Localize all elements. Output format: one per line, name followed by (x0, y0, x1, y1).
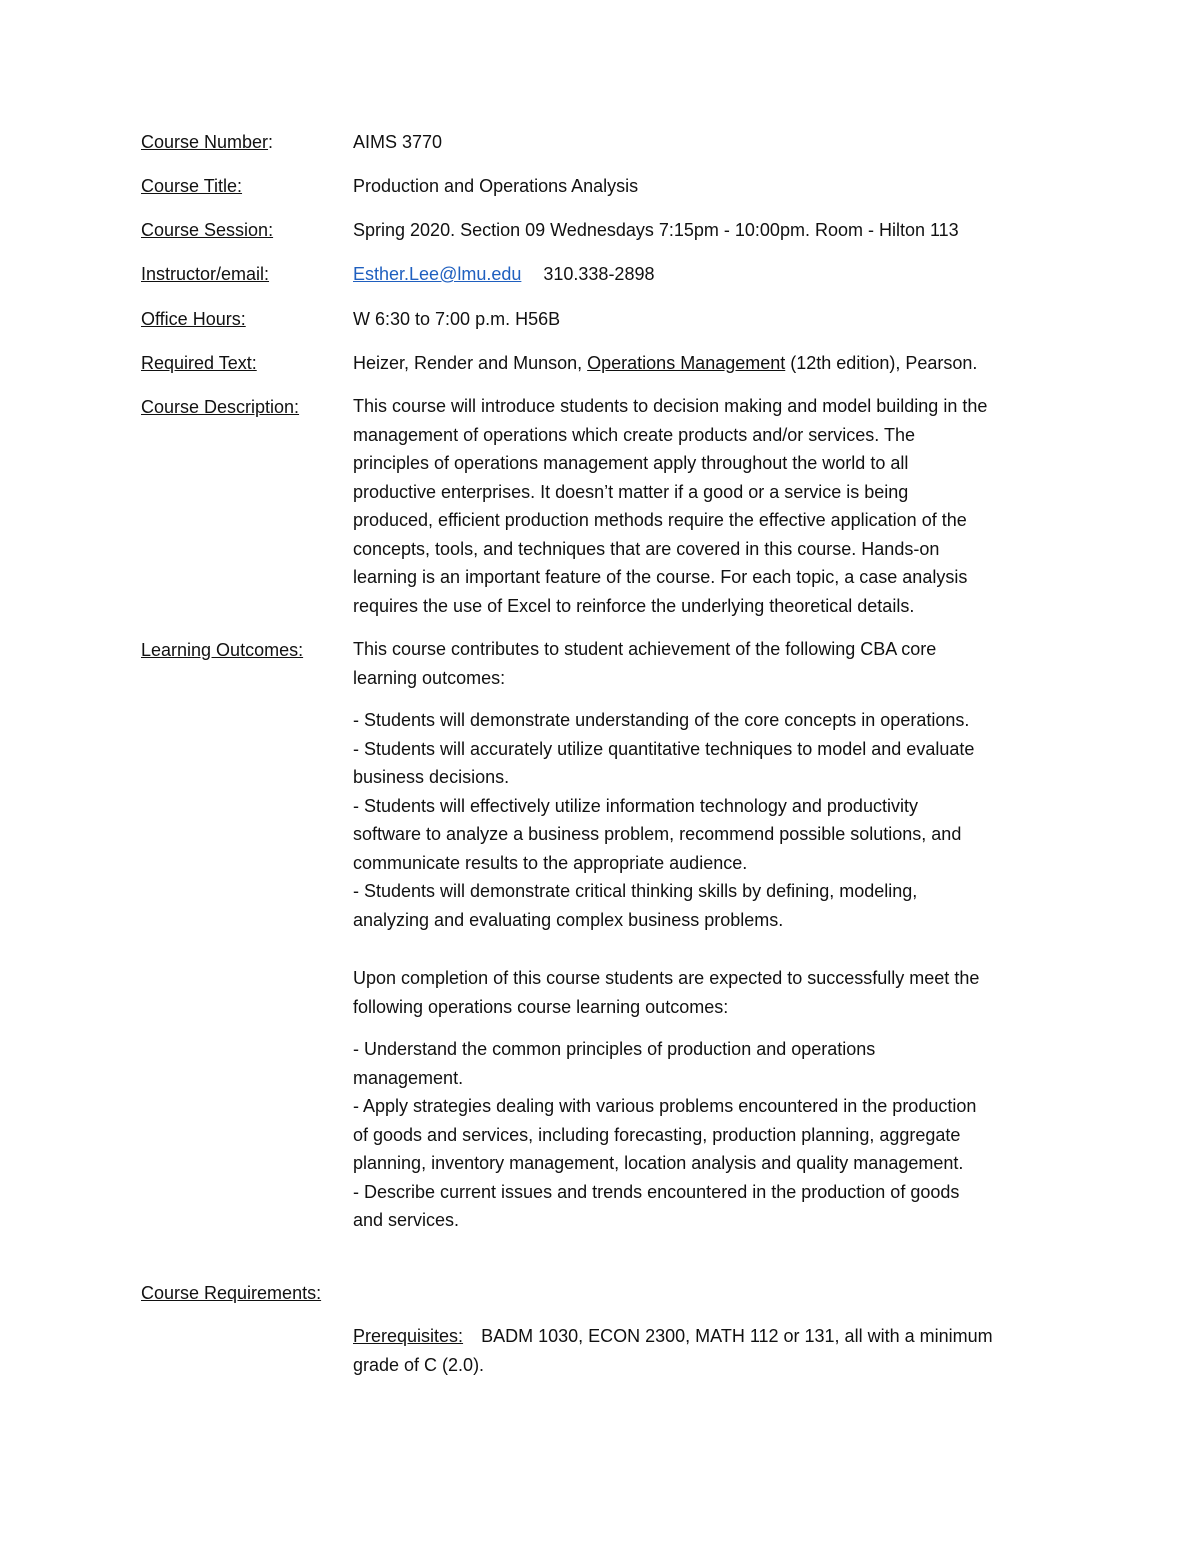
ops-outcome-line: planning, inventory management, location analysis and quality management. (353, 1153, 964, 1173)
instructor-value (353, 263, 654, 285)
course-requirements-label: Course Requirements: (141, 1283, 322, 1303)
core-outcome-line: communicate results to the appropriate audience. (353, 852, 748, 873)
ops-intro-line: Upon completion of this course students are expected to successfully meet the (353, 968, 980, 988)
prerequisites-line: grade of C (2.0). (353, 1354, 485, 1375)
core-outcome-line: business decisions. (353, 767, 510, 787)
ops-outcomes-list (353, 1035, 1073, 1235)
core-outcome-line: - Students will demonstrate critical thinking skills by defining, modeling, (353, 881, 918, 901)
prerequisites-label: Prerequisites: (353, 1326, 464, 1346)
course-description-label: Course Description: (141, 397, 300, 417)
ops-intro-line: following operations course learning outcomes: (353, 996, 729, 1017)
description-line: learning is an important feature of the course. For each topic, a case analysis (353, 567, 968, 587)
instructor-label: Instructor/email: (141, 264, 270, 284)
outcomes-intro-line: learning outcomes: (353, 667, 506, 688)
description-line: This course will introduce students to decision making and model building in the (353, 396, 988, 416)
ops-outcome-line: - Understand the common principles of production and operations (353, 1039, 876, 1059)
course-description-text (353, 392, 1073, 620)
learning-outcomes-label: Learning Outcomes: (141, 640, 304, 660)
core-outcome-line: analyzing and evaluating complex business problems. (353, 909, 784, 930)
course-number-label: Course Number: (141, 132, 274, 152)
outcomes-intro-line: This course contributes to student achievement of the following CBA core (353, 639, 937, 659)
ops-outcomes-intro (353, 964, 1073, 1021)
course-title-value: Production and Operations Analysis (353, 176, 639, 196)
book-title: Operations Management (587, 353, 786, 373)
ops-outcome-line: management. (353, 1067, 464, 1088)
description-line: principles of operations management apply throughout the world to all (353, 453, 909, 473)
core-outcome-line: - Students will accurately utilize quantitative techniques to model and evaluate (353, 738, 975, 759)
description-line: produced, efficient production methods require the effective application of the (353, 510, 967, 530)
description-line: concepts, tools, and techniques that are covered in this course. Hands-on (353, 538, 940, 559)
prerequisites-block (353, 1322, 1073, 1379)
core-outcome-line: - Students will effectively utilize information technology and productivity (353, 795, 918, 816)
ops-outcome-line: of goods and services, including forecasting, production planning, aggregate (353, 1124, 961, 1145)
prerequisites-line (353, 1322, 1073, 1351)
course-title-label: Course Title: (141, 176, 243, 196)
required-text-value: Heizer, Render and Munson, Operations Management (12th edition), Pearson. (353, 353, 978, 373)
prerequisites-text: BADM 1030, ECON 2300, MATH 112 or 131, all with a minimum (481, 1326, 993, 1346)
description-line: management of operations which create products and/or services. The (353, 424, 915, 445)
description-line: productive enterprises. It doesn’t matter if a good or a service is being (353, 481, 909, 502)
ops-outcome-line: - Apply strategies dealing with various problems encountered in the production (353, 1096, 977, 1116)
course-session-value: Spring 2020. Section 09 Wednesdays 7:15pm - 10:00pm. Room - Hilton 113 (353, 220, 959, 240)
core-outcome-line: - Students will demonstrate understanding of the core concepts in operations. (353, 710, 970, 730)
instructor-phone: 310.338-2898 (543, 264, 655, 284)
description-line: requires the use of Excel to reinforce the underlying theoretical details. (353, 595, 915, 616)
core-outcome-line: software to analyze a business problem, recommend possible solutions, and (353, 824, 962, 844)
core-outcomes-list (353, 706, 1073, 934)
required-text-label: Required Text: (141, 353, 257, 373)
instructor-email-link[interactable]: Esther.Lee@lmu.edu (353, 264, 522, 284)
course-session-label: Course Session: (141, 220, 274, 240)
course-number-value: AIMS 3770 (353, 132, 443, 152)
ops-outcome-line: - Describe current issues and trends encountered in the production of goods (353, 1181, 960, 1202)
ops-outcome-line: and services. (353, 1210, 460, 1230)
office-hours-label: Office Hours: (141, 309, 246, 329)
outcomes-intro (353, 635, 1073, 692)
office-hours-value: W 6:30 to 7:00 p.m. H56B (353, 309, 561, 329)
